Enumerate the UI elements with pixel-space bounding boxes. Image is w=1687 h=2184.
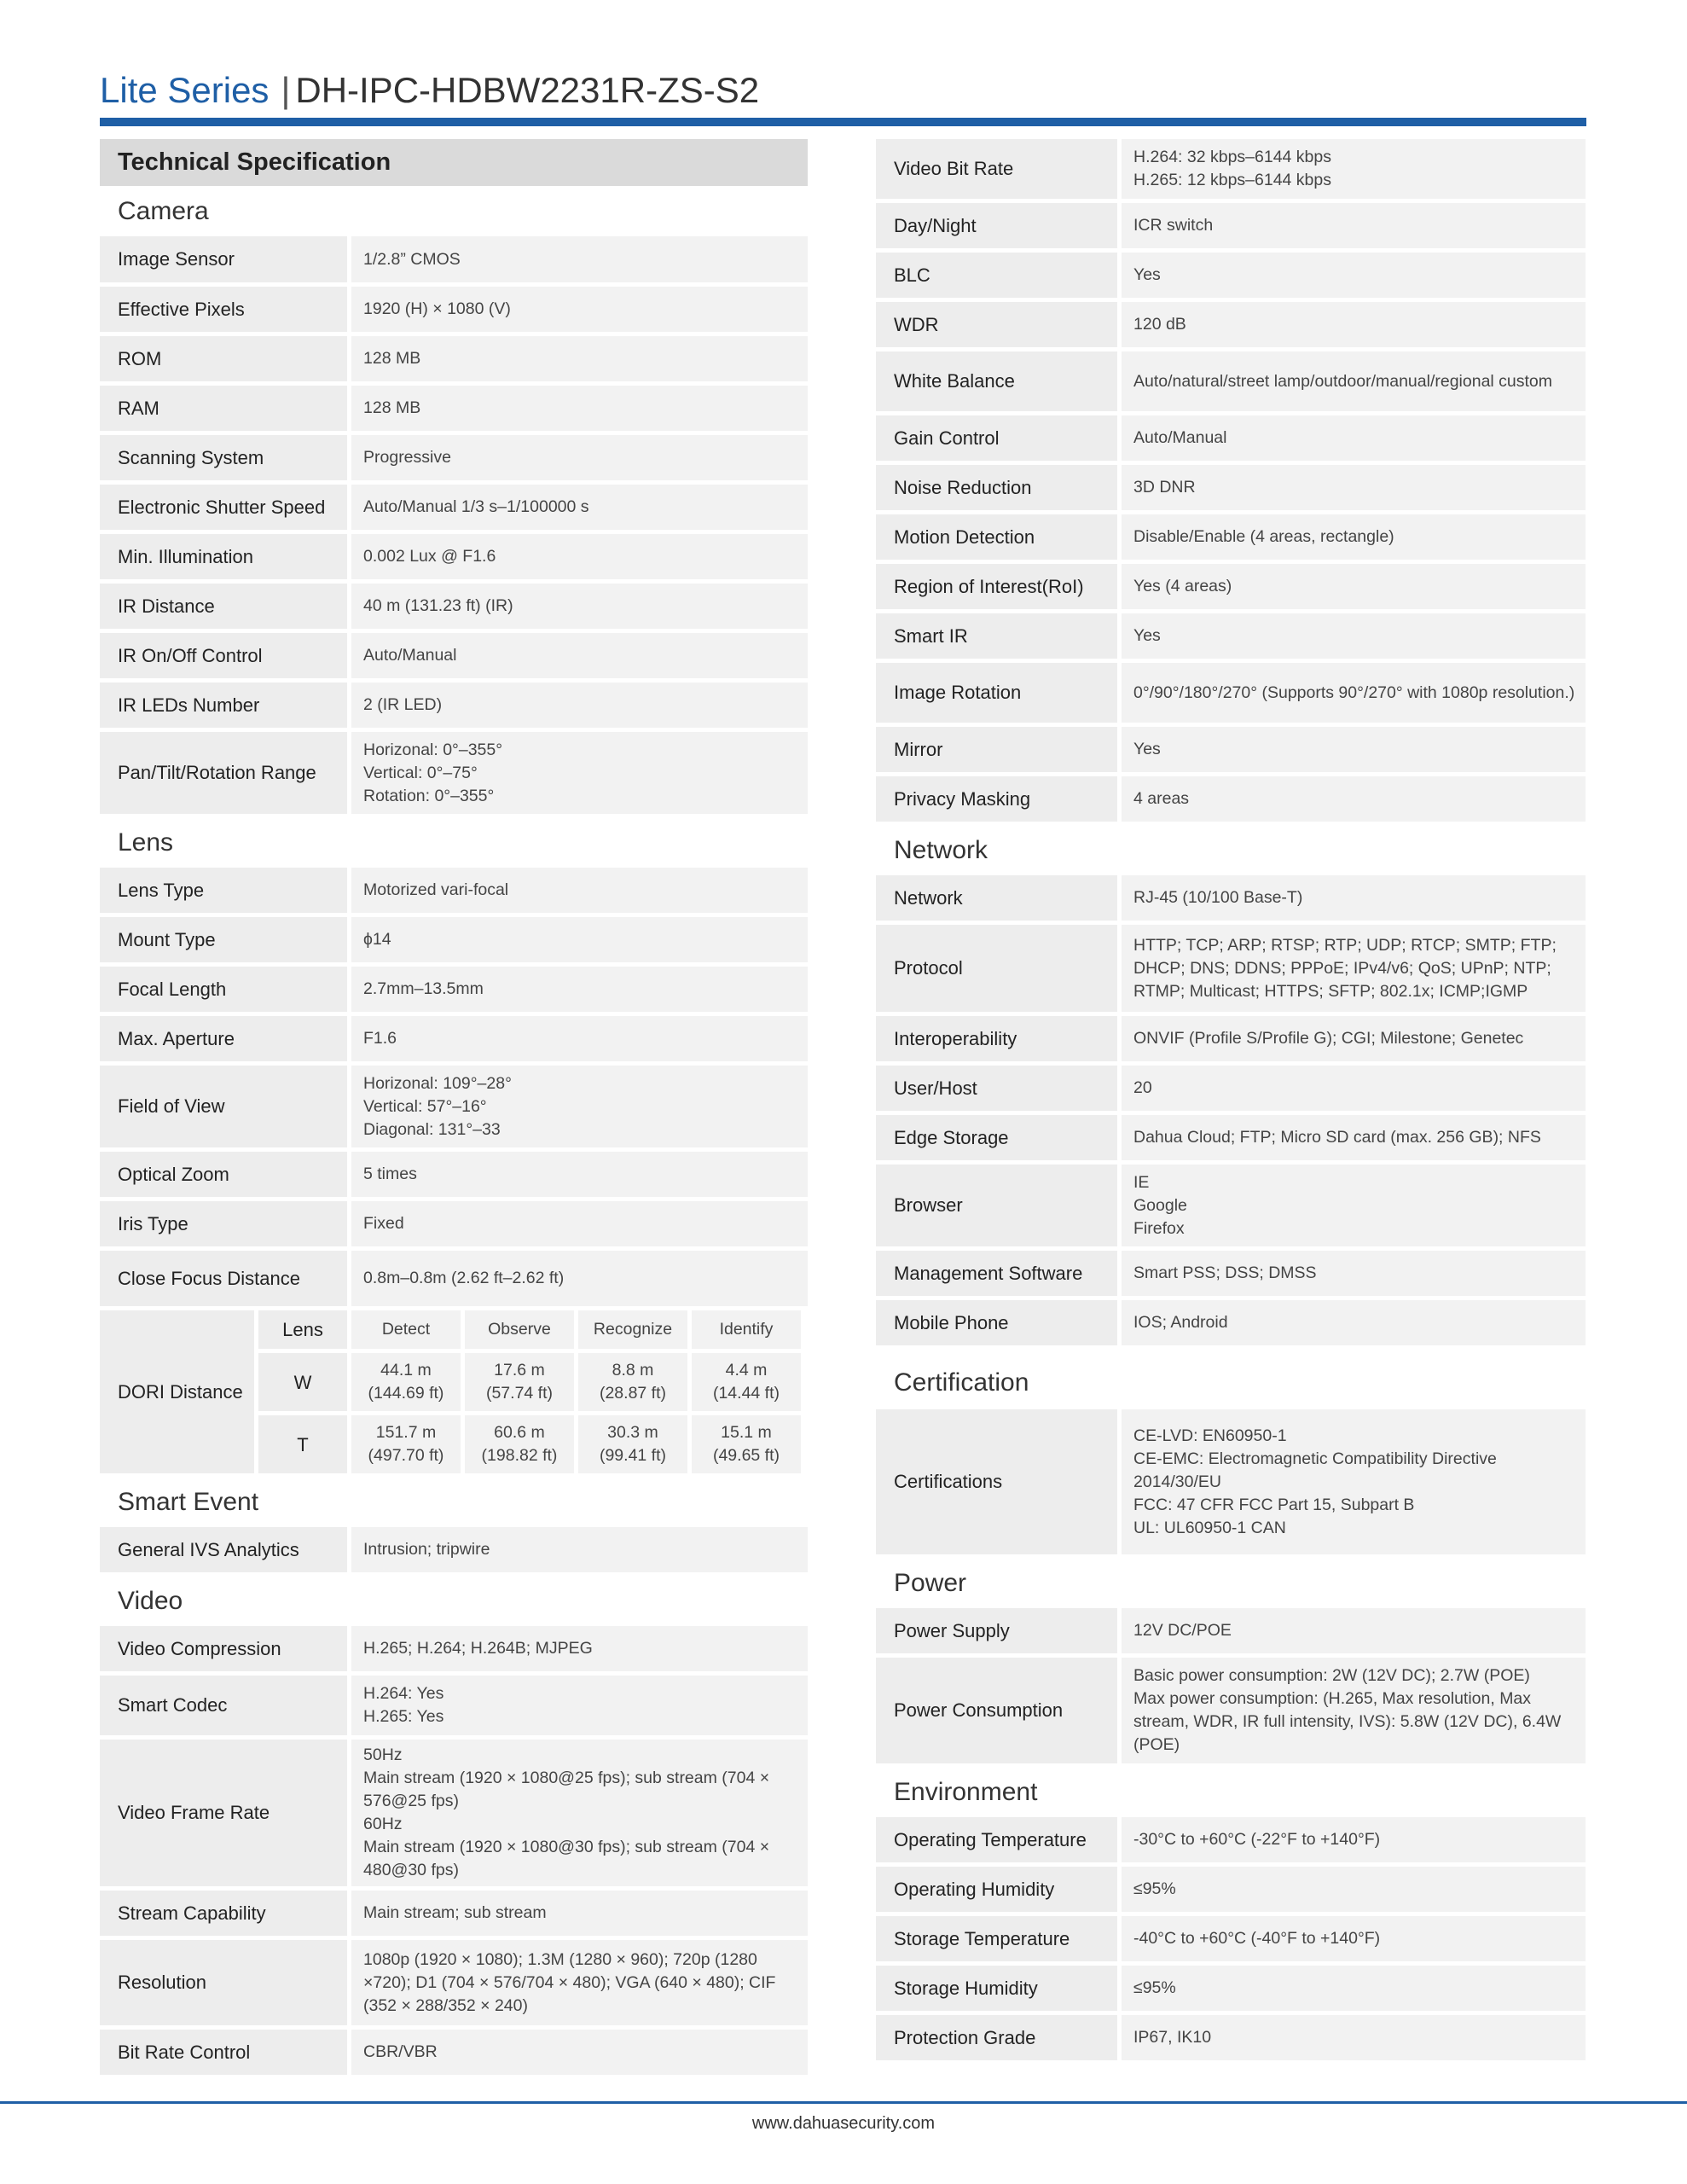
spec-row xyxy=(876,1300,1586,1345)
spec-value: Yes xyxy=(1122,253,1586,298)
spec-label: Power Supply xyxy=(876,1608,1117,1653)
spec-label: Mobile Phone xyxy=(876,1300,1117,1345)
section-title-network: Network xyxy=(894,836,988,864)
power-rows xyxy=(876,1608,1586,1763)
spec-value: RJ-45 (10/100 Base-T) xyxy=(1122,875,1586,921)
dori-header-cell: Recognize xyxy=(578,1310,687,1349)
spec-value: ONVIF (Profile S/Profile G); CGI; Milestone; Genetec xyxy=(1122,1016,1586,1061)
spec-value: 128 MB xyxy=(351,336,808,381)
spec-row xyxy=(100,336,808,381)
spec-label: Operating Temperature xyxy=(876,1817,1117,1862)
spec-value: 3D DNR xyxy=(1122,465,1586,510)
spec-row xyxy=(876,1916,1586,1961)
spec-label: User/Host xyxy=(876,1066,1117,1111)
spec-label: Operating Humidity xyxy=(876,1867,1117,1912)
spec-row xyxy=(876,727,1586,772)
spec-label: General IVS Analytics xyxy=(100,1527,347,1572)
dori-row xyxy=(258,1353,808,1411)
spec-label: Network xyxy=(876,875,1117,921)
spec-row xyxy=(100,1740,808,1886)
spec-row xyxy=(876,1409,1586,1554)
spec-row xyxy=(876,465,1586,510)
spec-label: Min. Illumination xyxy=(100,534,347,579)
spec-row xyxy=(100,435,808,480)
dori-header-cell: Observe xyxy=(465,1310,574,1349)
spec-row xyxy=(100,1066,808,1147)
dori-row xyxy=(258,1415,808,1473)
spec-value: H.264: Yes H.265: Yes xyxy=(351,1676,808,1735)
spec-label: IR On/Off Control xyxy=(100,633,347,678)
spec-value: 40 m (131.23 ft) (IR) xyxy=(351,584,808,629)
spec-row xyxy=(876,139,1586,199)
spec-row xyxy=(100,1676,808,1735)
spec-label: Field of View xyxy=(100,1066,347,1147)
spec-value: Auto/natural/street lamp/outdoor/manual/regional custom xyxy=(1122,351,1586,411)
spec-label: Focal Length xyxy=(100,967,347,1012)
section-title-lens: Lens xyxy=(118,828,174,857)
spec-value: Yes xyxy=(1122,727,1586,772)
dori-label: DORI Distance xyxy=(100,1310,254,1473)
dori-header-row xyxy=(258,1310,808,1349)
dori-value-cell: 60.6 m (198.82 ft) xyxy=(465,1415,574,1473)
spec-value: H.264: 32 kbps–6144 kbps H.265: 12 kbps–6144 kbps xyxy=(1122,139,1586,199)
spec-row xyxy=(100,732,808,814)
spec-label: Max. Aperture xyxy=(100,1016,347,1061)
spec-value: IP67, IK10 xyxy=(1122,2015,1586,2060)
spec-label: Mirror xyxy=(876,727,1117,772)
spec-value: Main stream; sub stream xyxy=(351,1891,808,1936)
spec-row xyxy=(100,1891,808,1936)
spec-row xyxy=(876,1165,1586,1246)
spec-row xyxy=(876,1066,1586,1111)
spec-row xyxy=(876,1608,1586,1653)
spec-row xyxy=(100,682,808,728)
spec-label: ROM xyxy=(100,336,347,381)
spec-value: Horizonal: 109°–28° Vertical: 57°–16° Diagonal: 131°–33 xyxy=(351,1066,808,1147)
spec-label: Video Frame Rate xyxy=(100,1740,347,1886)
spec-row xyxy=(876,1016,1586,1061)
spec-row xyxy=(100,1626,808,1671)
spec-value: Yes xyxy=(1122,613,1586,659)
spec-row xyxy=(100,1016,808,1061)
network-rows xyxy=(876,875,1586,1345)
section-title-video: Video xyxy=(118,1587,183,1615)
spec-value: ICR switch xyxy=(1122,203,1586,248)
spec-value: 0.8m–0.8m (2.62 ft–2.62 ft) xyxy=(351,1251,808,1306)
spec-value: Motorized vari-focal xyxy=(351,868,808,913)
dori-value-cell: 8.8 m (28.87 ft) xyxy=(578,1353,687,1411)
spec-label: Iris Type xyxy=(100,1201,347,1246)
spec-value: F1.6 xyxy=(351,1016,808,1061)
spec-row xyxy=(876,1115,1586,1160)
spec-row xyxy=(100,485,808,530)
spec-label: Browser xyxy=(876,1165,1117,1246)
right-column xyxy=(876,139,1586,2065)
spec-label: Certifications xyxy=(876,1409,1117,1554)
spec-label: Image Sensor xyxy=(100,236,347,282)
spec-value: IE Google Firefox xyxy=(1122,1165,1586,1246)
spec-row xyxy=(100,917,808,962)
spec-label: Optical Zoom xyxy=(100,1152,347,1197)
spec-label: IR LEDs Number xyxy=(100,682,347,728)
dori-table xyxy=(100,1310,808,1473)
spec-row xyxy=(876,1251,1586,1296)
spec-row xyxy=(100,236,808,282)
spec-value: 128 MB xyxy=(351,386,808,431)
dori-lens-cell: T xyxy=(258,1415,347,1473)
spec-label: Image Rotation xyxy=(876,663,1117,723)
spec-value: 5 times xyxy=(351,1152,808,1197)
section-title-certification: Certification xyxy=(894,1368,1029,1397)
spec-value: 20 xyxy=(1122,1066,1586,1111)
spec-value: 1/2.8” CMOS xyxy=(351,236,808,282)
dori-value-cell: 17.6 m (57.74 ft) xyxy=(465,1353,574,1411)
spec-value: Smart PSS; DSS; DMSS xyxy=(1122,1251,1586,1296)
spec-row xyxy=(100,1940,808,2025)
spec-row xyxy=(100,2030,808,2075)
spec-label: Electronic Shutter Speed xyxy=(100,485,347,530)
dori-value-cell: 15.1 m (49.65 ft) xyxy=(692,1415,801,1473)
spec-value: 0°/90°/180°/270° (Supports 90°/270° with 1080p resolution.) xyxy=(1122,663,1586,723)
dori-value-cell: 44.1 m (144.69 ft) xyxy=(351,1353,461,1411)
spec-label: Effective Pixels xyxy=(100,287,347,332)
spec-label: Protocol xyxy=(876,925,1117,1012)
spec-label: Lens Type xyxy=(100,868,347,913)
dori-value-cell: 4.4 m (14.44 ft) xyxy=(692,1353,801,1411)
page-title xyxy=(100,67,759,114)
spec-row xyxy=(100,1527,808,1572)
spec-value: Fixed xyxy=(351,1201,808,1246)
header-divider xyxy=(100,118,1586,126)
video-continued-rows xyxy=(876,139,1586,822)
spec-row xyxy=(100,967,808,1012)
spec-label: Motion Detection xyxy=(876,514,1117,560)
spec-row xyxy=(100,1152,808,1197)
spec-label: Video Bit Rate xyxy=(876,139,1117,199)
spec-label: Storage Humidity xyxy=(876,1966,1117,2011)
spec-label: Close Focus Distance xyxy=(100,1251,347,1306)
spec-label: Region of Interest(RoI) xyxy=(876,564,1117,609)
spec-value: Intrusion; tripwire xyxy=(351,1527,808,1572)
spec-label: Day/Night xyxy=(876,203,1117,248)
spec-row xyxy=(876,1966,1586,2011)
spec-value: IOS; Android xyxy=(1122,1300,1586,1345)
spec-value: Dahua Cloud; FTP; Micro SD card (max. 256 GB); NFS xyxy=(1122,1115,1586,1160)
spec-row xyxy=(100,868,808,913)
spec-label: Mount Type xyxy=(100,917,347,962)
section-title-smart-event: Smart Event xyxy=(118,1488,259,1516)
spec-value: Auto/Manual xyxy=(351,633,808,678)
spec-label: Storage Temperature xyxy=(876,1916,1117,1961)
spec-row xyxy=(876,415,1586,461)
spec-value: 1080p (1920 × 1080); 1.3M (1280 × 960); 720p (1280 ×720); D1 (704 × 576/704 × 480); VGA (640 × 480); CIF (352 × 288/352 × 240) xyxy=(351,1940,808,2025)
spec-value: -40°C to +60°C (-40°F to +140°F) xyxy=(1122,1916,1586,1961)
spec-value: Disable/Enable (4 areas, rectangle) xyxy=(1122,514,1586,560)
spec-value: CBR/VBR xyxy=(351,2030,808,2075)
spec-label: IR Distance xyxy=(100,584,347,629)
spec-row xyxy=(876,613,1586,659)
spec-label: Management Software xyxy=(876,1251,1117,1296)
spec-label: Power Consumption xyxy=(876,1658,1117,1763)
section-title-camera: Camera xyxy=(118,197,209,225)
model-number: DH-IPC-HDBW2231R-ZS-S2 xyxy=(295,70,760,110)
section-title-power: Power xyxy=(894,1569,967,1597)
spec-row xyxy=(100,633,808,678)
spec-label: White Balance xyxy=(876,351,1117,411)
dori-value-cell: 30.3 m (99.41 ft) xyxy=(578,1415,687,1473)
spec-label: Bit Rate Control xyxy=(100,2030,347,2075)
spec-label: BLC xyxy=(876,253,1117,298)
dori-header-cell: Lens xyxy=(258,1310,347,1349)
spec-value: 4 areas xyxy=(1122,776,1586,822)
environment-rows xyxy=(876,1817,1586,2060)
spec-value: 12V DC/POE xyxy=(1122,1608,1586,1653)
spec-value: ≤95% xyxy=(1122,1966,1586,2011)
certification-rows xyxy=(876,1409,1586,1554)
spec-value: Yes (4 areas) xyxy=(1122,564,1586,609)
spec-row xyxy=(876,564,1586,609)
spec-label: Stream Capability xyxy=(100,1891,347,1936)
spec-row xyxy=(876,203,1586,248)
spec-label: Edge Storage xyxy=(876,1115,1117,1160)
spec-value: Auto/Manual xyxy=(1122,415,1586,461)
spec-value: Auto/Manual 1/3 s–1/100000 s xyxy=(351,485,808,530)
spec-row xyxy=(100,287,808,332)
series-name: Lite Series xyxy=(100,70,270,110)
section-title-environment: Environment xyxy=(894,1778,1038,1806)
spec-row xyxy=(100,1201,808,1246)
spec-value: Progressive xyxy=(351,435,808,480)
spec-row xyxy=(876,1867,1586,1912)
title-separator: | xyxy=(281,70,291,110)
spec-row xyxy=(876,776,1586,822)
spec-row xyxy=(876,302,1586,347)
spec-value: 2.7mm–13.5mm xyxy=(351,967,808,1012)
spec-row xyxy=(100,584,808,629)
spec-row xyxy=(100,386,808,431)
spec-label: Smart Codec xyxy=(100,1676,347,1735)
spec-value: ϕ14 xyxy=(351,917,808,962)
spec-label: Privacy Masking xyxy=(876,776,1117,822)
spec-label: Resolution xyxy=(100,1940,347,2025)
dori-header-cell: Identify xyxy=(692,1310,801,1349)
spec-value: 50Hz Main stream (1920 × 1080@25 fps); sub stream (704 × 576@25 fps) 60Hz Main stream (1920 × 1080@30 fps); sub stream (704 × 480@30 fps) xyxy=(351,1740,808,1886)
spec-label: RAM xyxy=(100,386,347,431)
spec-row xyxy=(876,875,1586,921)
spec-label: Noise Reduction xyxy=(876,465,1117,510)
spec-label: Protection Grade xyxy=(876,2015,1117,2060)
spec-row xyxy=(876,925,1586,1012)
spec-value: 1920 (H) × 1080 (V) xyxy=(351,287,808,332)
spec-row xyxy=(876,663,1586,723)
spec-label: Video Compression xyxy=(100,1626,347,1671)
dori-value-cell: 151.7 m (497.70 ft) xyxy=(351,1415,461,1473)
camera-rows xyxy=(100,236,808,814)
spec-label: Pan/Tilt/Rotation Range xyxy=(100,732,347,814)
spec-value: HTTP; TCP; ARP; RTSP; RTP; UDP; RTCP; SMTP; FTP; DHCP; DNS; DDNS; PPPoE; IPv4/v6; QoS; UPnP; NTP; RTMP; Multicast; HTTPS; SFTP; 802.1x; ICMP;IGMP xyxy=(1122,925,1586,1012)
spec-label: Gain Control xyxy=(876,415,1117,461)
video-rows xyxy=(100,1626,808,2075)
spec-label: Scanning System xyxy=(100,435,347,480)
spec-row xyxy=(876,1658,1586,1763)
spec-value: 2 (IR LED) xyxy=(351,682,808,728)
dori-lens-cell: W xyxy=(258,1353,347,1411)
dori-grid xyxy=(258,1310,808,1473)
spec-value: Basic power consumption: 2W (12V DC); 2.7W (POE) Max power consumption: (H.265, Max resolution, Max stream, WDR, IR full intensity, IVS): 5.8W (12V DC), 6.4W (POE) xyxy=(1122,1658,1586,1763)
smart-event-rows xyxy=(100,1527,808,1572)
spec-label: WDR xyxy=(876,302,1117,347)
spec-value: H.265; H.264; H.264B; MJPEG xyxy=(351,1626,808,1671)
spec-row xyxy=(876,514,1586,560)
spec-row xyxy=(876,2015,1586,2060)
spec-title: Technical Specification xyxy=(100,139,808,186)
spec-value: CE-LVD: EN60950-1 CE-EMC: Electromagnetic Compatibility Directive 2014/30/EU FCC: 47 CFR FCC Part 15, Subpart B UL: UL60950-1 CAN xyxy=(1122,1409,1586,1554)
spec-value: 0.002 Lux @ F1.6 xyxy=(351,534,808,579)
spec-value: ≤95% xyxy=(1122,1867,1586,1912)
spec-row xyxy=(876,1817,1586,1862)
spec-value: 120 dB xyxy=(1122,302,1586,347)
spec-label: Smart IR xyxy=(876,613,1117,659)
spec-value: Horizonal: 0°–355° Vertical: 0°–75° Rotation: 0°–355° xyxy=(351,732,808,814)
footer-divider xyxy=(0,2101,1687,2104)
spec-row xyxy=(876,253,1586,298)
left-column xyxy=(100,139,808,2079)
spec-label: Interoperability xyxy=(876,1016,1117,1061)
footer-website-link[interactable]: www.dahuasecurity.com xyxy=(751,2114,936,2133)
spec-value: -30°C to +60°C (-22°F to +140°F) xyxy=(1122,1817,1586,1862)
spec-row xyxy=(100,534,808,579)
spec-row xyxy=(100,1251,808,1306)
spec-row xyxy=(876,351,1586,411)
dori-header-cell: Detect xyxy=(351,1310,461,1349)
lens-rows xyxy=(100,868,808,1473)
